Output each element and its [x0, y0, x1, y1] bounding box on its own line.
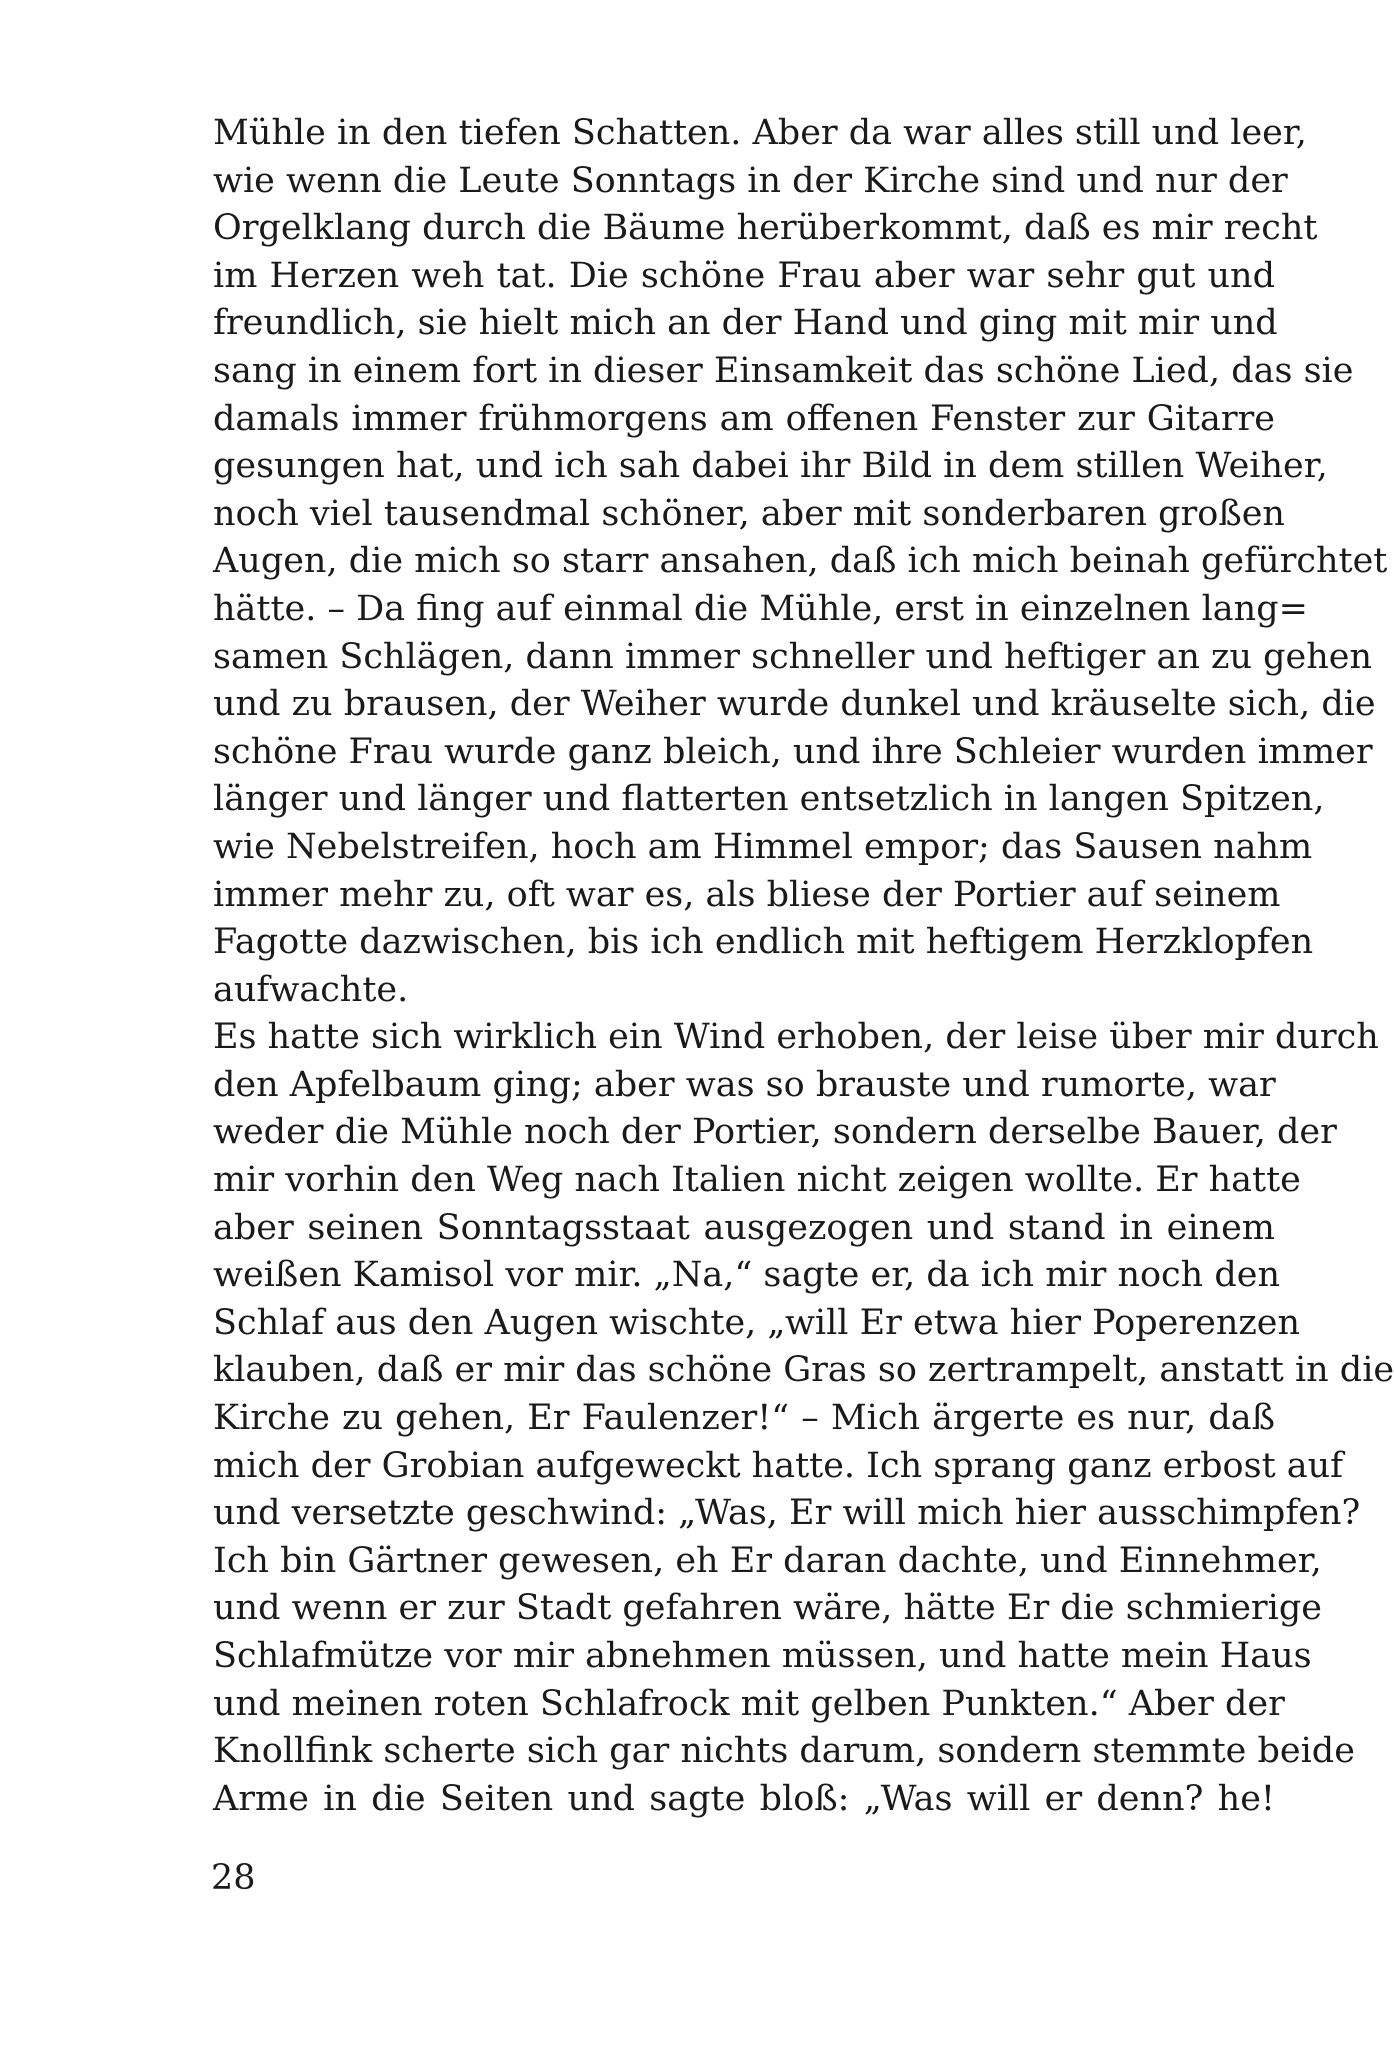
text-line: immer mehr zu, oft war es, als bliese der Portier auf seinem: [213, 874, 1281, 915]
text-line: und meinen roten Schlafrock mit gelben Punkten.“ Aber der: [213, 1683, 1285, 1724]
page-number: 28: [211, 1858, 256, 1898]
body-text: [213, 110, 1394, 1823]
text-line: wie wenn die Leute Sonntags in der Kirche sind und nur der: [213, 160, 1288, 201]
text-line: noch viel tausendmal schöner, aber mit sonderbaren großen: [213, 493, 1285, 534]
text-line: Es hatte sich wirklich ein Wind erhoben, der leise über mir durch: [213, 1017, 1379, 1058]
text-line: Schlaf aus den Augen wischte, „will Er etwa hier Poperenzen: [213, 1302, 1301, 1343]
text-line: Mühle in den tiefen Schatten. Aber da war alles still und leer,: [213, 113, 1307, 153]
text-line: Kirche zu gehen, Er Faulenzer!“ – Mich ärgerte es nur, daß: [213, 1398, 1275, 1439]
text-line: gesungen hat, und ich sah dabei ihr Bild in dem stillen Weiher,: [213, 446, 1328, 487]
text-line: sang in einem fort in dieser Einsamkeit das schöne Lied, das sie: [213, 350, 1354, 391]
text-line: aufwachte.: [213, 969, 409, 1010]
text-line: länger und länger und flatterten entsetzlich in langen Spitzen,: [213, 779, 1325, 820]
text-line: und zu brausen, der Weiher wurde dunkel und kräuselte sich, die: [213, 684, 1376, 725]
text-line: Schlafmütze vor mir abnehmen müssen, und hatte mein Haus: [213, 1636, 1312, 1676]
text-line: freundlich, sie hielt mich an der Hand und ging mit mir und: [213, 303, 1278, 344]
text-line: samen Schlägen, dann immer schneller und heftiger an zu gehen: [213, 636, 1373, 677]
text-line: Orgelklang durch die Bäume herüberkommt, daß es mir recht: [213, 208, 1318, 249]
text-line: weißen Kamisol vor mir. „Na,“ sagte er, da ich mir noch den: [213, 1255, 1280, 1296]
text-line: wie Nebelstreifen, hoch am Himmel empor; das Sausen nahm: [213, 826, 1313, 867]
text-line: schöne Frau wurde ganz bleich, und ihre Schleier wurden immer: [213, 731, 1373, 772]
text-line: im Herzen weh tat. Die schöne Frau aber war sehr gut und: [213, 255, 1275, 296]
text-line: Knollfink scherte sich gar nichts darum, sondern stemmte beide: [213, 1731, 1355, 1772]
text-line: mir vorhin den Weg nach Italien nicht zeigen wollte. Er hatte: [213, 1160, 1301, 1201]
text-line: Arme in die Seiten und sagte bloß: „Was will er denn? he!: [213, 1778, 1275, 1819]
text-line: den Apfelbaum ging; aber was so brauste und rumorte, war: [213, 1064, 1276, 1105]
text-line: damals immer frühmorgens am offenen Fenster zur Gitarre: [213, 398, 1275, 439]
text-line: weder die Mühle noch der Portier, sondern derselbe Bauer, der: [213, 1112, 1337, 1153]
text-line: und versetzte geschwind: „Was, Er will mich hier ausschimpfen?: [213, 1493, 1361, 1534]
text-line: Augen, die mich so starr ansahen, daß ich mich beinah gefürchtet: [213, 541, 1388, 582]
text-line: und wenn er zur Stadt gefahren wäre, hätte Er die schmierige: [213, 1588, 1322, 1629]
text-line: Ich bin Gärtner gewesen, eh Er daran dachte, und Einnehmer,: [213, 1540, 1322, 1581]
text-line: hätte. – Da fing auf einmal die Mühle, erst in einzelnen lang=: [213, 588, 1308, 629]
text-line: aber seinen Sonntagsstaat ausgezogen und stand in einem: [213, 1207, 1275, 1248]
text-line: mich der Grobian aufgeweckt hatte. Ich sprang ganz erbost auf: [213, 1445, 1344, 1486]
text-line: klauben, daß er mir das schöne Gras so zertrampelt, anstatt in die: [213, 1350, 1394, 1391]
text-line: Fagotte dazwischen, bis ich endlich mit heftigem Herzklopfen: [213, 922, 1314, 963]
